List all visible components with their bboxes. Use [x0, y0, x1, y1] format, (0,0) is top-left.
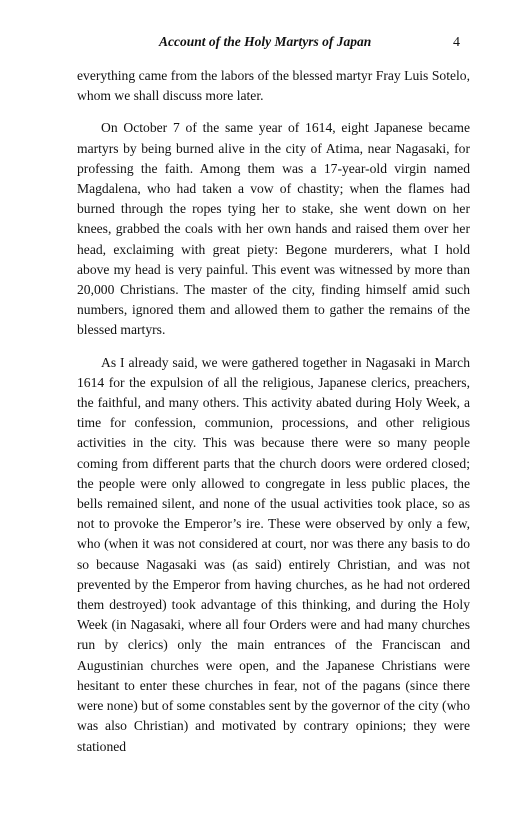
- paragraph-continuation: everything came from the labors of the blessed martyr Fray Luis Sotelo, whom we shall discuss more later.: [77, 68, 470, 104]
- paragraph-holy-week-nagasaki: As I already said, we were gathered together in Nagasaki in March 1614 for the expulsion of all the religious, Japanese clerics, preachers, the faithful, and many others. This activity abated during Holy Week, a time for confession, communion, processions, and other religious activities in the city. This was because there were so many people coming from different parts that the church doors were ordered closed; the people were only allowed to congregate in less public places, the bells remained silent, and none of the usual activities took place, so as not to provoke the Emperor’s ire. These were observed by only a few, who (when it was not considered at court, nor was there any basis to do so because Nagasaki was (as said) entirely Christian, and was not prevented by the Emperor from having churches, as he had not ordered them destroyed) took advantage of this thinking, and during the Holy Week (in Nagasaki, where all four Orders were and had many churches run by clerics) only the main entrances of the Franciscan and Augustinian churches were open, and the Japanese Christians were hesitant to enter these churches in fear, not of the pagans (since there were none) but of some constables sent by the governor of the city (who was also Christian) and motivated by contrary opinions; they were stationed: [77, 354, 470, 754]
- paragraph-martyrs-of-atima: On October 7 of the same year of 1614, eight Japanese became martyrs by being burned alive in the city of Atima, near Nagasaki, for professing the faith. Among them was a 17-year-old virgin named Magdalena, who had taken a vow of chastity; when the flames had burned through the ropes tying her to stake, she went down on her knees, grabbed the coals with her own hands and raised them over her head, exclaiming with great piety: Begone murderers, what I hold above my head is very painful. This event was witnessed by more than 20,000 Christians. The master of the city, finding himself amid such numbers, ignored them and allowed them to gather the remains of the blessed martyrs.: [77, 120, 470, 338]
- body-text: [77, 66, 470, 757]
- running-title: Account of the Holy Martyrs of Japan: [159, 34, 372, 49]
- page-number: 4: [453, 35, 460, 50]
- document-page: [77, 34, 470, 757]
- page-header: [77, 34, 470, 56]
